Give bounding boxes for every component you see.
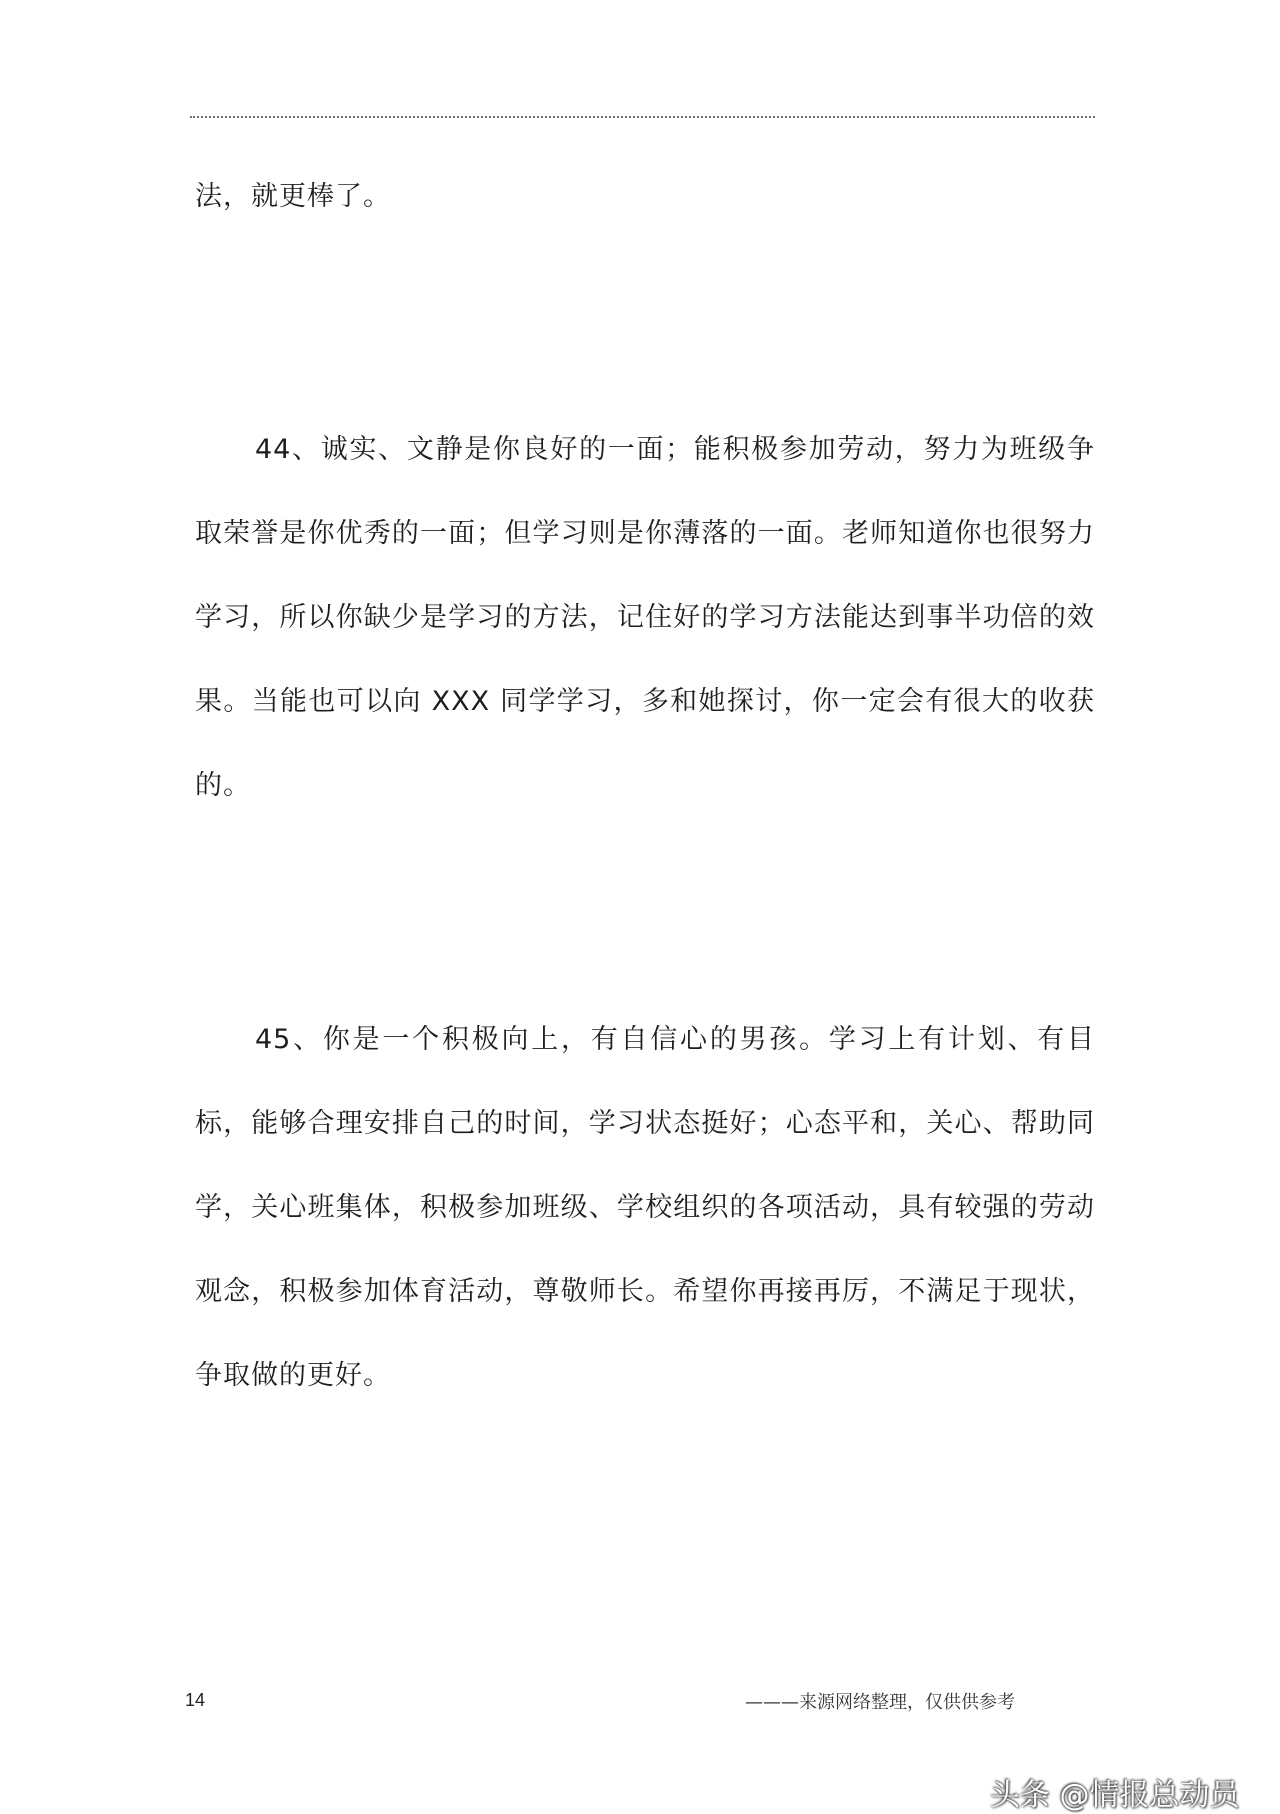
watermark: 头条 @情报总动员 bbox=[990, 1778, 1240, 1813]
footer-source-note: ———来源网络整理，仅供供参考 bbox=[745, 1692, 1015, 1713]
header-dotted-rule bbox=[190, 116, 1095, 118]
paragraph-continuation: 法，就更棒了。 bbox=[195, 181, 391, 212]
page-number: 14 bbox=[185, 1690, 206, 1710]
paragraph-comment-45: 45、你是一个积极向上，有自信心的男孩。学习上有计划、有目标，能够合理安排自己的时间，学习状态挺好；心态平和，关心、帮助同学，关心班集体，积极参加班级、学校组织的各项活动，具有较强的劳动观念，积极参加体育活动，尊敬师长。希望你再接再厉，不满足于现状，争取做的更好。 bbox=[195, 1024, 1095, 1391]
paragraph-comment-44: 44、诚实、文静是你良好的一面；能积极参加劳动，努力为班级争取荣誉是你优秀的一面；但学习则是你薄落的一面。老师知道你也很努力学习，所以你缺少是学习的方法，记住好的学习方法能达到事半功倍的效果。当能也可以向 XXX 同学学习，多和她探讨，你一定会有很大的收获的。 bbox=[195, 434, 1095, 801]
